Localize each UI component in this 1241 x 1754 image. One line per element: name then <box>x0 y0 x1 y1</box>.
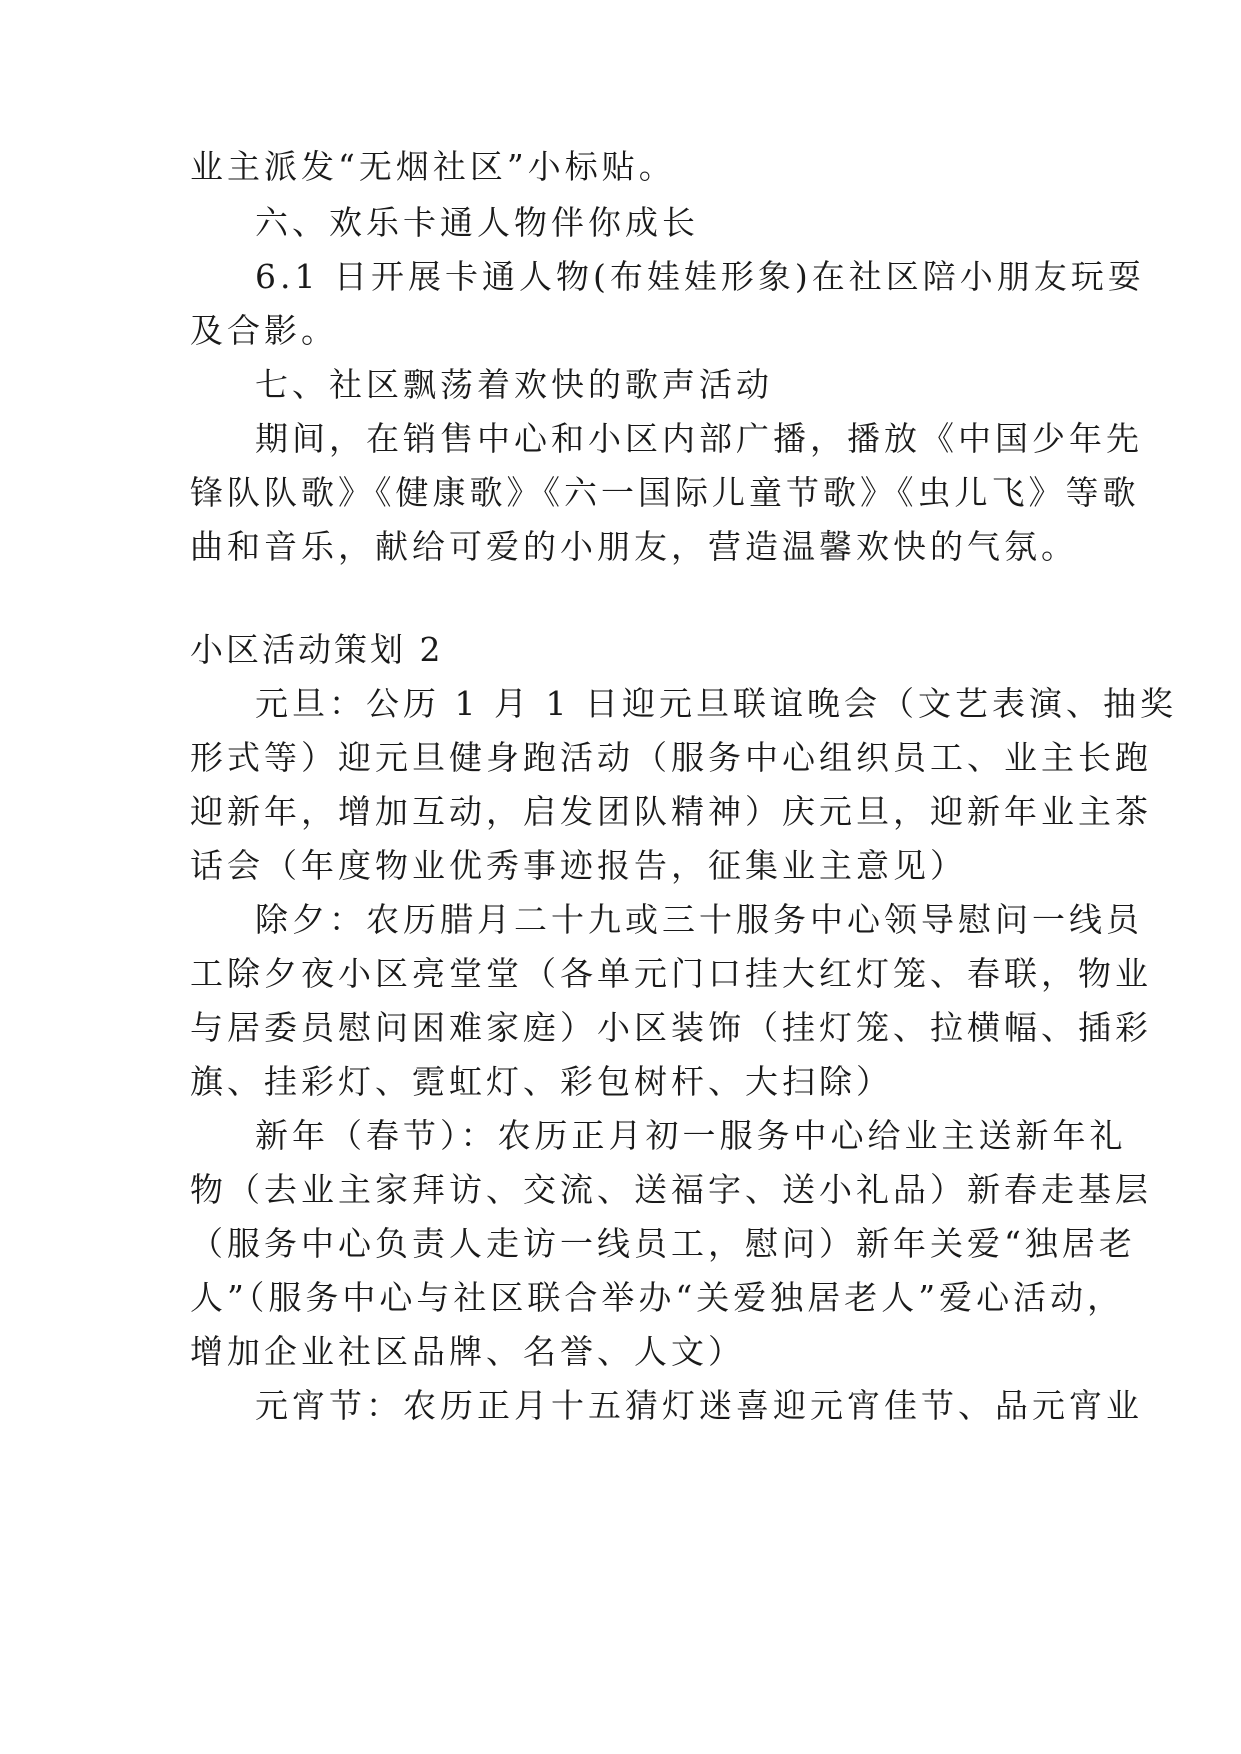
paragraph-line: 业主派发“无烟社区”小标贴。 <box>190 147 676 186</box>
paragraph-line: 元宵节：农历正月十五猜灯迷喜迎元宵佳节、品元宵业 <box>255 1386 1143 1425</box>
section-heading: 六、欢乐卡通人物伴你成长 <box>255 203 699 242</box>
section-heading: 七、社区飘荡着欢快的歌声活动 <box>255 365 773 404</box>
paragraph-line: 除夕：农历腊月二十九或三十服务中心领导慰问一线员 <box>255 900 1143 939</box>
paragraph-line: 迎新年，增加互动，启发团队精神）庆元旦，迎新年业主茶 <box>190 792 1152 831</box>
paragraph-line: 锋队队歌》《健康歌》《六一国际儿童节歌》《虫儿飞》等歌 <box>190 473 1140 512</box>
paragraph-line: 期间，在销售中心和小区内部广播，播放《中国少年先 <box>255 419 1143 458</box>
paragraph-line: 形式等）迎元旦健身跑活动（服务中心组织员工、业主长跑 <box>190 738 1152 777</box>
paragraph-line: 与居委员慰问困难家庭）小区装饰（挂灯笼、拉横幅、插彩 <box>190 1008 1152 1047</box>
paragraph-line: 工除夕夜小区亮堂堂（各单元门口挂大红灯笼、春联，物业 <box>190 954 1152 993</box>
paragraph-line: 物（去业主家拜访、交流、送福字、送小礼品）新春走基层 <box>190 1170 1152 1209</box>
paragraph-line: 话会（年度物业优秀事迹报告，征集业主意见） <box>190 846 967 885</box>
paragraph-line: （服务中心负责人走访一线员工，慰问）新年关爱“独居老 <box>190 1224 1136 1263</box>
paragraph-line: 增加企业社区品牌、名誉、人文） <box>190 1332 745 1371</box>
document-title: 小区活动策划 2 <box>190 630 444 669</box>
paragraph-line: 曲和音乐，献给可爱的小朋友，营造温馨欢快的气氛。 <box>190 527 1078 566</box>
paragraph-line: 及合影。 <box>190 311 338 350</box>
paragraph-line: 6.1 日开展卡通人物(布娃娃形象)在社区陪小朋友玩耍 <box>255 257 1145 296</box>
paragraph-line: 旗、挂彩灯、霓虹灯、彩包树杆、大扫除） <box>190 1062 893 1101</box>
paragraph-line: 元旦：公历 1 月 1 日迎元旦联谊晚会（文艺表演、抽奖 <box>255 684 1177 723</box>
paragraph-line: 人”（服务中心与社区联合举办“关爱独居老人”爱心活动， <box>190 1278 1125 1317</box>
paragraph-line: 新年（春节）：农历正月初一服务中心给业主送新年礼 <box>255 1116 1127 1155</box>
